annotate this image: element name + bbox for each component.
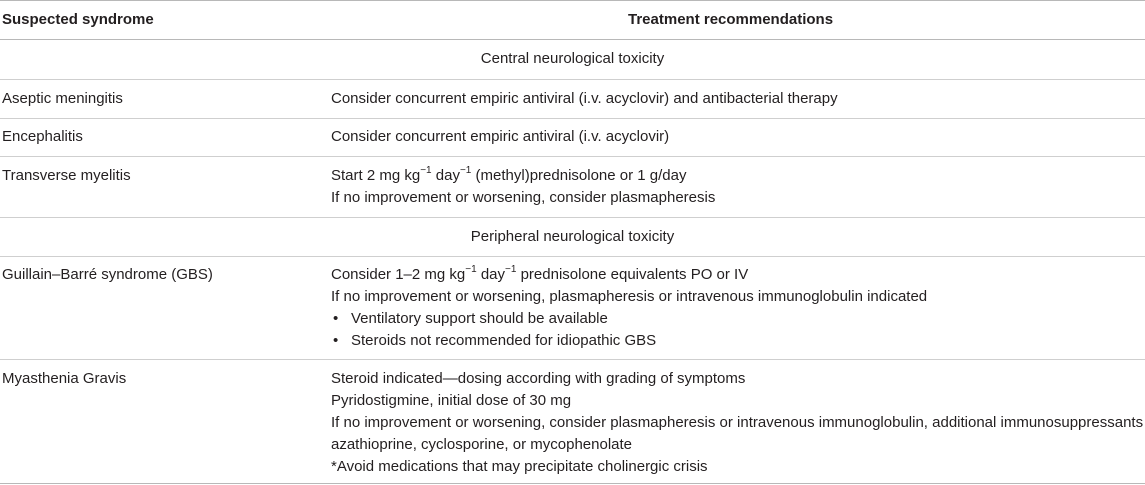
treatment-line: Pyridostigmine, initial dose of 30 mg [331,392,572,409]
row-divider [0,359,1145,360]
bullet-icon: • [333,310,339,327]
row-divider [0,256,1145,257]
row-divider [0,79,1145,80]
bullet-item: • Ventilatory support should be available [331,308,927,330]
row-divider [0,217,1145,218]
treatment-myasthenia-gravis [331,368,1143,478]
treatment-line: *Avoid medications that may precipitate cholinergic crisis [331,458,708,475]
header-suspected-syndrome: Suspected syndrome [2,11,154,28]
section-central-neurological-toxicity: Central neurological toxicity [480,50,665,67]
row-divider [0,118,1145,119]
treatment-line: Consider 1–2 mg $kg^{-1}$ day$^{-1}$ prednisolone equivalents PO or IV [331,264,749,283]
table-top-rule [0,0,1145,1]
treatment-aseptic-meningitis: Consider concurrent empiric antiviral (i.v. acyclovir) and antibacterial therapy [331,90,838,107]
treatment-line: If no improvement or worsening, consider plasmapheresis [331,189,716,206]
table-bottom-rule [0,483,1145,484]
syndrome-encephalitis: Encephalitis [2,128,83,145]
treatment-encephalitis: Consider concurrent empiric antiviral (i.v. acyclovir) [331,128,670,145]
header-rule [0,39,1145,40]
treatment-line: Start 2 mg $kg^{-1}$ day$^{-1}$ (methyl)prednisolone or 1 g/day [331,165,687,184]
syndrome-transverse-myelitis: Transverse myelitis [2,167,131,184]
syndrome-gbs: Guillain–Barré syndrome (GBS) [2,266,213,283]
syndrome-aseptic-meningitis: Aseptic meningitis [2,90,123,107]
treatment-line: If no improvement or worsening, consider plasmapheresis or intravenous immunoglobulin, additional immunosuppressants [331,414,1144,431]
syndrome-myasthenia-gravis: Myasthenia Gravis [2,370,127,387]
header-treatment-recommendations: Treatment recommendations [628,11,834,28]
treatment-line: If no improvement or worsening, plasmapheresis or intravenous immunoglobulin indicated [331,288,928,305]
treatment-transverse-myelitis [331,165,715,209]
bullet-item: • Steroids not recommended for idiopathic GBS [331,330,927,352]
section-peripheral-neurological-toxicity: Peripheral neurological toxicity [470,228,675,245]
row-divider [0,156,1145,157]
treatment-line: azathioprine, cyclosporine, or mycophenolate [331,436,633,453]
treatment-line: Steroid indicated—dosing according with grading of symptoms [331,370,746,387]
bullet-icon: • [333,332,339,349]
treatment-gbs [331,264,927,352]
